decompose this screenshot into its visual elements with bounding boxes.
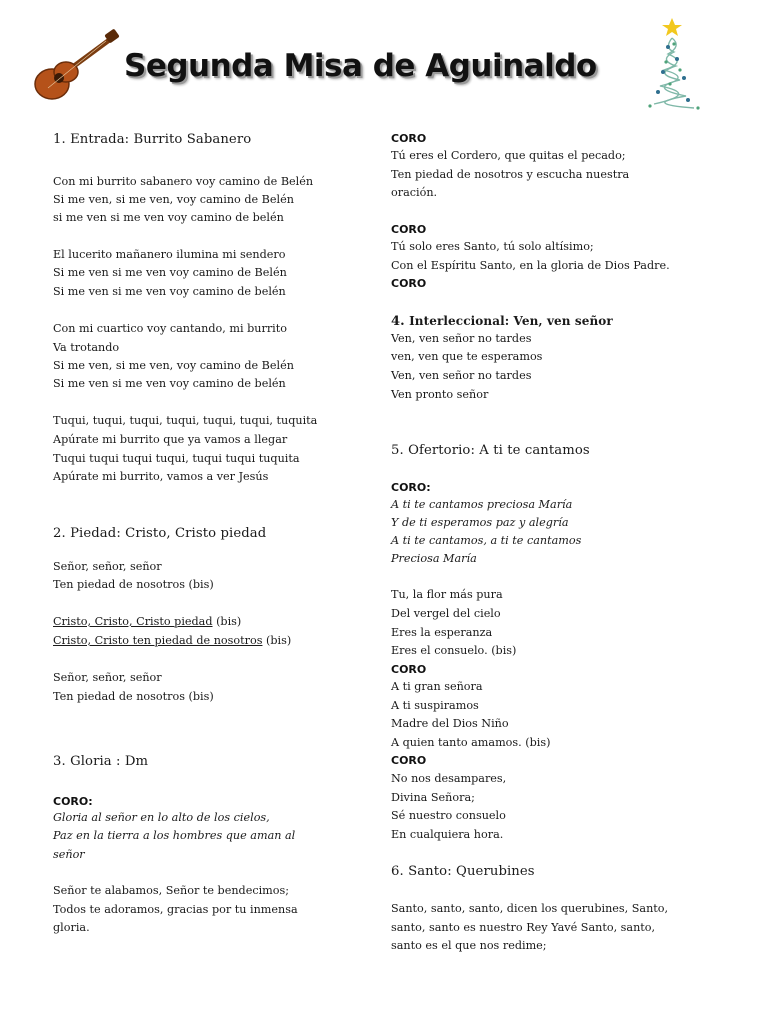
section-heading: 3. Gloria : Dm [53, 754, 149, 769]
lyric-line: Tú eres el Cordero, que quitas el pecado; [391, 149, 626, 162]
bis-text: (bis) [212, 615, 242, 628]
lyric-line: Gloria al señor en lo alto de los cielos, [53, 811, 270, 824]
lyric-line: Señor, señor, señor [53, 671, 162, 684]
section-heading: 5. Ofertorio: A ti te cantamos [391, 443, 590, 458]
lyric-line [53, 634, 291, 648]
coro-label: CORO [391, 663, 427, 676]
lyric-line: Señor te alabamos, Señor te bendecimos; [53, 884, 290, 897]
lyric-line: santo, santo es nuestro Rey Yavé Santo, santo, [391, 921, 656, 934]
section-heading [391, 314, 613, 329]
lyric-line: No nos desampares, [391, 772, 507, 785]
lyric-line: Eres la esperanza [391, 626, 493, 639]
lyric-line: Sé nuestro consuelo [391, 809, 506, 822]
coro-label: CORO [391, 277, 427, 290]
lyric-line: santo es el que nos redime; [391, 939, 547, 952]
lyric-line: Va trotando [53, 341, 120, 354]
lyric-line: Todos te adoramos, gracias por tu inmensa [53, 903, 298, 916]
lyric-line: ven, ven que te esperamos [391, 350, 543, 363]
lyric-line: Con mi burrito sabanero voy camino de Belén [53, 175, 314, 188]
lyric-line: A ti gran señora [391, 680, 483, 693]
lyric-line: Eres el consuelo. (bis) [391, 644, 517, 657]
lyric-line: Tu, la flor más pura [391, 588, 503, 601]
coro-label: CORO [391, 754, 427, 767]
lyric-line: señor [53, 848, 85, 861]
section-heading: 1. Entrada: Burrito Sabanero [53, 132, 252, 147]
bis-text: (bis) [262, 634, 292, 647]
lyric-line: Y de ti esperamos paz y alegría [391, 516, 569, 529]
lyric-line: Divina Señora; [391, 791, 475, 804]
lyric-line: Ven, ven señor no tardes [391, 369, 532, 382]
lyric-line: Señor, señor, señor [53, 560, 162, 573]
section-heading: 6. Santo: Querubines [391, 864, 535, 879]
lyric-line: Si me ven si me ven voy camino de Belén [53, 266, 287, 279]
lyric-line [53, 615, 241, 629]
lyric-line: A ti te cantamos preciosa María [391, 498, 573, 511]
lyric-line: El lucerito mañanero ilumina mi sendero [53, 248, 286, 261]
lyric-line: A ti suspiramos [391, 699, 479, 712]
lyric-line: Apúrate mi burrito que ya vamos a llegar [53, 433, 288, 446]
lyric-line: Paz en la tierra a los hombres que aman al [53, 829, 296, 842]
lyric-line: Si me ven si me ven voy camino de belén [53, 285, 286, 298]
lyric-line: Con el Espíritu Santo, en la gloria de Dios Padre. [391, 259, 670, 272]
lyric-line: Si me ven, si me ven, voy camino de Belén [53, 359, 294, 372]
section-number: 4. [391, 314, 405, 329]
coro-label: CORO [391, 223, 427, 236]
lyric-line: Tuqui, tuqui, tuqui, tuqui, tuqui, tuqui, tuquita [53, 414, 318, 427]
lyric-line: Ten piedad de nosotros (bis) [53, 690, 214, 703]
lyric-line: A quien tanto amamos. (bis) [391, 736, 551, 749]
page-title: Segunda Misa de Aguinaldo [124, 48, 597, 84]
underlined-text: Cristo, Cristo, Cristo piedad [53, 615, 213, 628]
lyric-line: oración. [391, 186, 438, 199]
lyric-line: Si me ven, si me ven, voy camino de Belén [53, 193, 294, 206]
lyric-line: Tuqui tuqui tuqui tuqui, tuqui tuqui tuquita [53, 452, 300, 465]
lyric-line: Ven, ven señor no tardes [391, 332, 532, 345]
section-title: Interleccional: Ven, ven señor [409, 314, 613, 328]
lyric-line: Con mi cuartico voy cantando, mi burrito [53, 322, 287, 335]
coro-label: CORO: [391, 481, 431, 494]
lyric-line: Ten piedad de nosotros (bis) [53, 578, 214, 591]
lyric-line: En cualquiera hora. [391, 828, 504, 841]
lyric-line: Ven pronto señor [391, 388, 489, 401]
underlined-text: Cristo, Cristo ten piedad de nosotros [53, 634, 263, 647]
lyric-line: A ti te cantamos, a ti te cantamos [391, 534, 582, 547]
lyric-line: Del vergel del cielo [391, 607, 501, 620]
lyric-line: si me ven si me ven voy camino de belén [53, 211, 284, 224]
lyric-line: Apúrate mi burrito, vamos a ver Jesús [53, 470, 269, 483]
lyric-line: Preciosa María [391, 552, 477, 565]
lyric-line: Ten piedad de nosotros y escucha nuestra [391, 168, 630, 181]
coro-label: CORO: [53, 795, 93, 808]
coro-label: CORO [391, 132, 427, 145]
section-heading: 2. Piedad: Cristo, Cristo piedad [53, 526, 267, 541]
lyric-line: Tú solo eres Santo, tú solo altísimo; [391, 240, 594, 253]
lyric-line: gloria. [53, 921, 90, 934]
lyric-line: Santo, santo, santo, dicen los querubines, Santo, [391, 902, 669, 915]
lyric-line: Si me ven si me ven voy camino de belén [53, 377, 286, 390]
guitar-icon [28, 28, 120, 104]
lyric-line: Madre del Dios Niño [391, 717, 509, 730]
christmas-tree-icon [628, 14, 710, 114]
